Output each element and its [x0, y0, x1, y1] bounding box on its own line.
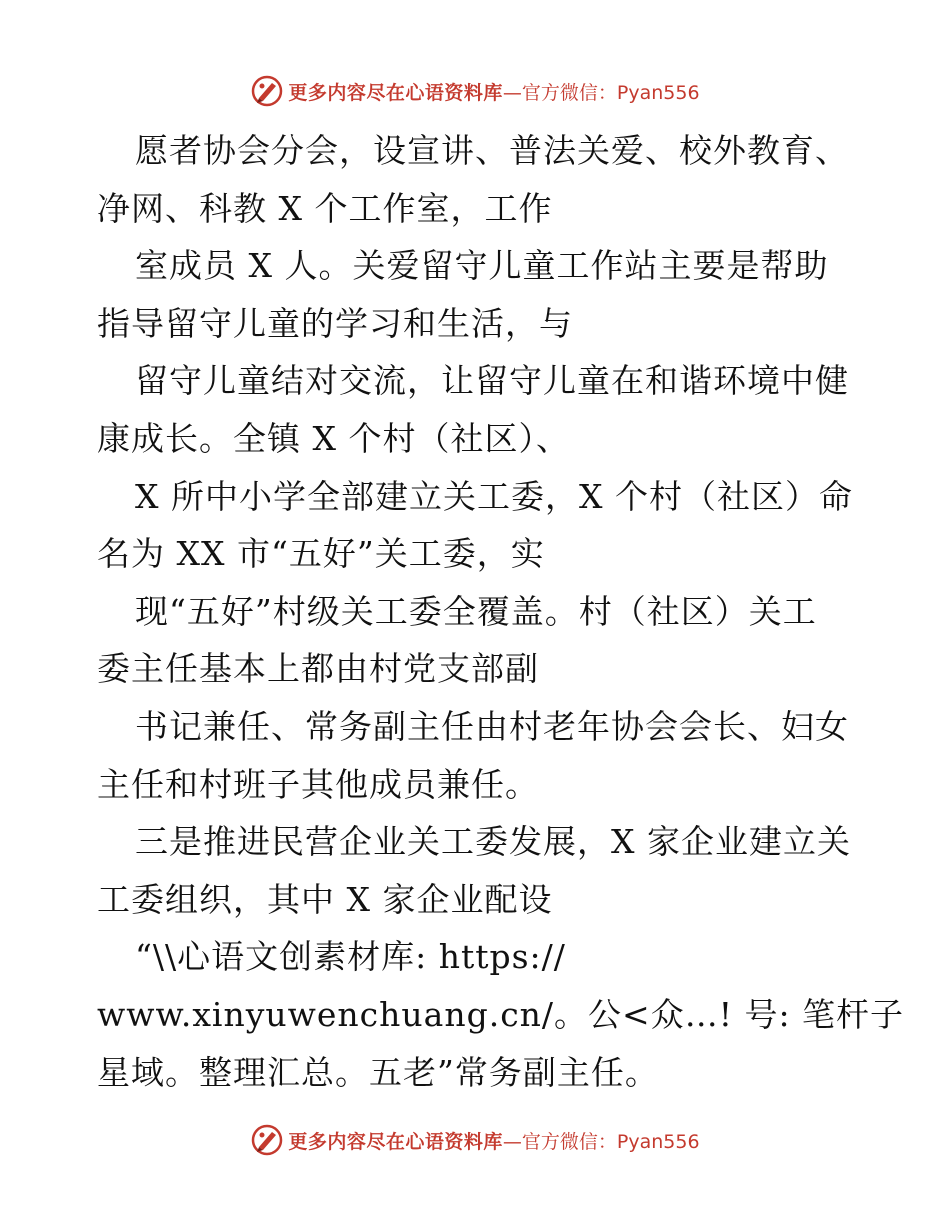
header-banner — [0, 71, 950, 111]
footer-banner — [0, 1120, 950, 1160]
text-line: 室成员 X 人。关爱留守儿童工作站主要是帮助 — [135, 246, 829, 286]
text-line: 三是推进民营企业关工委发展，X 家企业建立关 — [135, 822, 851, 862]
brand-logo-icon — [250, 1123, 284, 1157]
brand-logo-icon — [250, 74, 284, 108]
text-line: 康成长。全镇 X 个村（社区）、 — [97, 418, 570, 458]
text-line: “\\心语文创素材库: https:// — [135, 937, 566, 977]
text-line: 愿者协会分会，设宣讲、普法关爱、校外教育、 — [135, 131, 849, 170]
text-line: 净网、科教 X 个工作室，工作 — [97, 188, 553, 228]
text-line: 委主任基本上都由村党支部副 — [97, 649, 539, 689]
text-line: 名为 XX 市“五好”关工委，实 — [97, 534, 545, 574]
header-banner-text: 更多内容尽在心语资料库 — [288, 81, 503, 104]
text-line: 指导留守儿童的学习和生活，与 — [97, 303, 573, 343]
text-line: 留守儿童结对交流，让留守儿童在和谐环境中健 — [135, 361, 849, 401]
text-line: 主任和村班子其他成员兼任。 — [97, 764, 539, 804]
footer-banner-suffix: —官方微信：Pyan556 — [502, 1130, 700, 1153]
text-line: X 所中小学全部建立关工委，X 个村（社区）命 — [135, 476, 853, 516]
body-text — [97, 122, 905, 1101]
text-line: 书记兼任、常务副主任由村老年协会会长、妇女 — [135, 706, 849, 746]
text-line: www.xinyuwenchuang.cn/。公<众…! 号: 笔杆子 — [97, 994, 905, 1034]
text-line: 星域。整理汇总。五老”常务副主任。 — [97, 1052, 659, 1092]
text-line: 工委组织，其中 X 家企业配设 — [97, 879, 553, 919]
header-banner-suffix: —官方微信：Pyan556 — [502, 81, 700, 104]
text-line: 现“五好”村级关工委全覆盖。村（社区）关工 — [135, 591, 817, 631]
footer-banner-text: 更多内容尽在心语资料库 — [288, 1130, 503, 1153]
